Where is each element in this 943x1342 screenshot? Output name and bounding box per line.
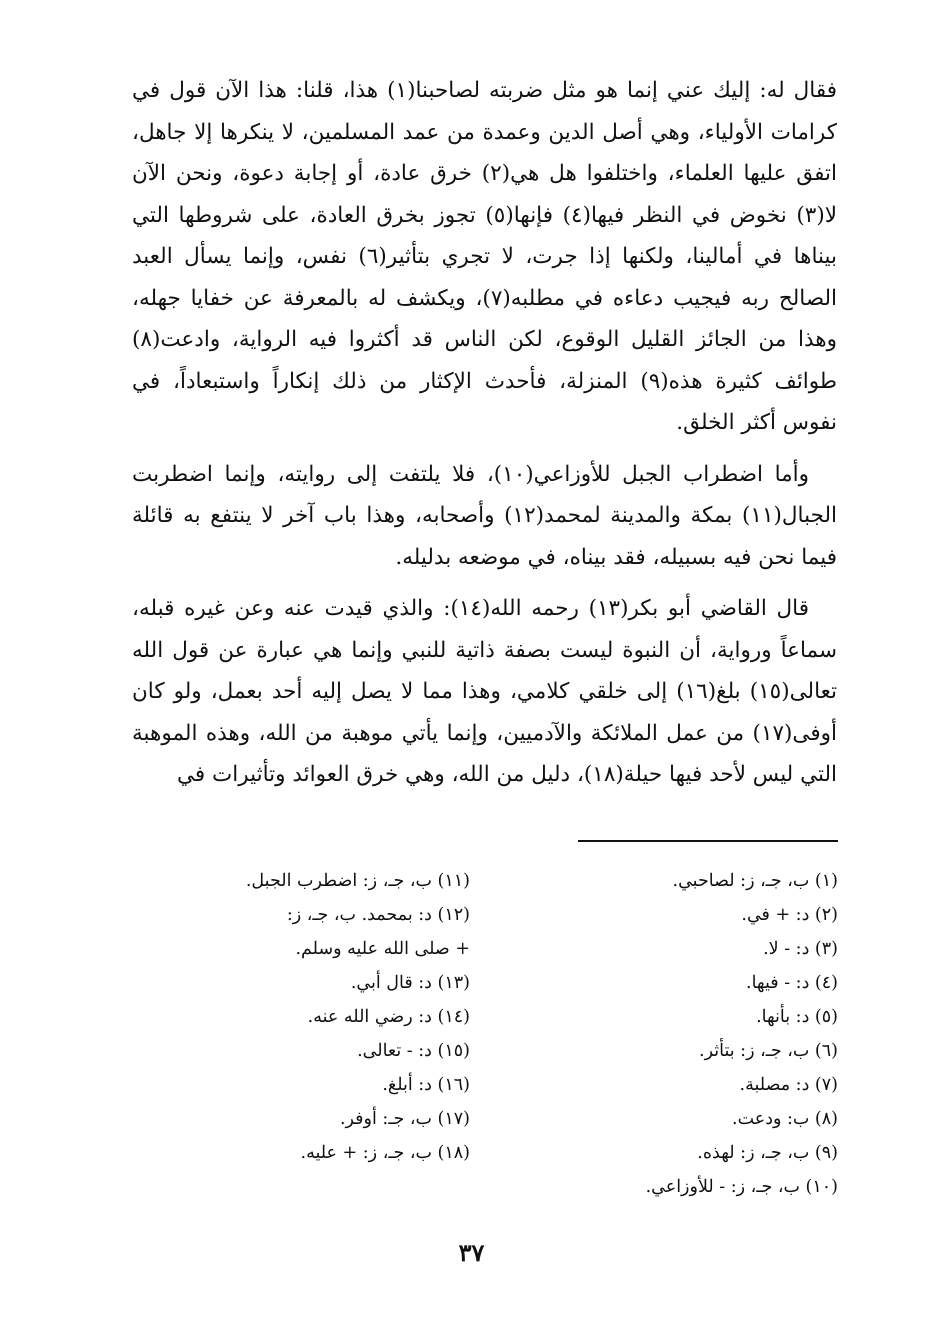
- footnote-continuation: + صلى الله عليه وسلم.: [295, 939, 470, 959]
- footnote: (٣) د: - لا.: [763, 939, 838, 959]
- footnote: (١٨) ب، جـ، ز: + عليه.: [300, 1143, 470, 1163]
- footnote: (١٥) د: - تعالى.: [357, 1041, 470, 1061]
- footnote: (١٢) د: بمحمد. ب، جـ، ز:: [286, 905, 470, 925]
- footnote: (٦) ب، جـ، ز: بتأثر.: [699, 1041, 838, 1061]
- page-number: ٣٧: [458, 1238, 485, 1267]
- footnote: (١٤) د: رضي الله عنه.: [307, 1007, 470, 1027]
- main-text: [132, 70, 837, 796]
- footnote: (٩) ب، جـ، ز: لهذه.: [697, 1143, 838, 1163]
- footnote: (٥) د: بأنها.: [756, 1007, 838, 1027]
- footnote: (٤) د: - فيها.: [746, 973, 838, 993]
- paragraph-2: وأما اضطراب الجبل للأوزاعي(١٠)، فلا يلتفت إلى روايته، وإنما اضطربت الجبال(١١) بمكة والمدينة لمحمد(١٢) وأصحابه، وهذا باب آخر لا ينتفع به قائلة فيما نحن فيه بسبيله، فقد بيناه، في موضعه بدليله.: [132, 461, 837, 570]
- footnote: (١٠) ب، جـ، ز: - للأوزاعي.: [645, 1177, 838, 1197]
- paragraph-3: قال القاضي أبو بكر(١٣) رحمه الله(١٤): والذي قيدت عنه وعن غيره قبله، سماعاً ورواية، أن النبوة ليست بصفة ذاتية للنبي وإنما هي عبارة عن قول الله تعالى(١٥) بلغ(١٦) إلى خلقي كلامي، وهذا مما لا يصل إليه أحد بعمل، ولو كان أوفى(١٧) من عمل الملائكة والآدميين، وإنما يأتي موهبة من الله، وهذه الموهبة التي ليس لأحد فيها حيلة(١٨)، دليل من الله، وهي خرق العوائد وتأثيرات في: [132, 596, 837, 787]
- footnote-separator: [578, 840, 838, 842]
- footnotes-left-column: [150, 864, 470, 1170]
- footnote: (٢) د: + في.: [741, 905, 838, 925]
- footnote: (٧) د: مصلبة.: [739, 1075, 838, 1095]
- paragraph-1: فقال له: إليك عني إنما هو مثل ضربته لصاحبنا(١) هذا، قلنا: هذا الآن قول في كرامات الأولياء، وهي أصل الدين وعمدة من عمد المسلمين، لا ينكرها إلا جاهل، اتفق عليها العلماء، واختلفوا هل هي(٢) خرق عادة، أو إجابة دعوة، ونحن الآن لا(٣) نخوض في النظر فيها(٤) فإنها(٥) تجوز بخرق العادة، على شروطها التي بيناها في أمالينا، ولكنها إذا جرت، لا تجري بتأثير(٦) نفس، وإنما يسأل العبد الصالح ربه فيجيب دعاءه في مطلبه(٧)، ويكشف له بالمعرفة عن خفايا جهله، وهذا من الجائز القليل الوقوع، لكن الناس قد أكثروا فيه الرواية، وادعت(٨) طوائف كثيرة هذه(٩) المنزلة، فأحدث الإكثار من ذلك إنكاراً واستبعاداً، في نفوس أكثر الخلق.: [132, 78, 838, 435]
- footnote: (١٧) ب، جـ: أوفر.: [339, 1109, 470, 1129]
- footnote: (١) ب، جـ، ز: لصاحبي.: [672, 871, 838, 891]
- footnote: (١١) ب، جـ، ز: اضطرب الجبل.: [245, 871, 470, 891]
- footnote: (١٦) د: أبلغ.: [382, 1075, 470, 1095]
- footnote: (٨) ب: ودعت.: [732, 1109, 838, 1129]
- footnotes-right-column: [540, 864, 838, 1204]
- footnote: (١٣) د: قال أبي.: [350, 973, 470, 993]
